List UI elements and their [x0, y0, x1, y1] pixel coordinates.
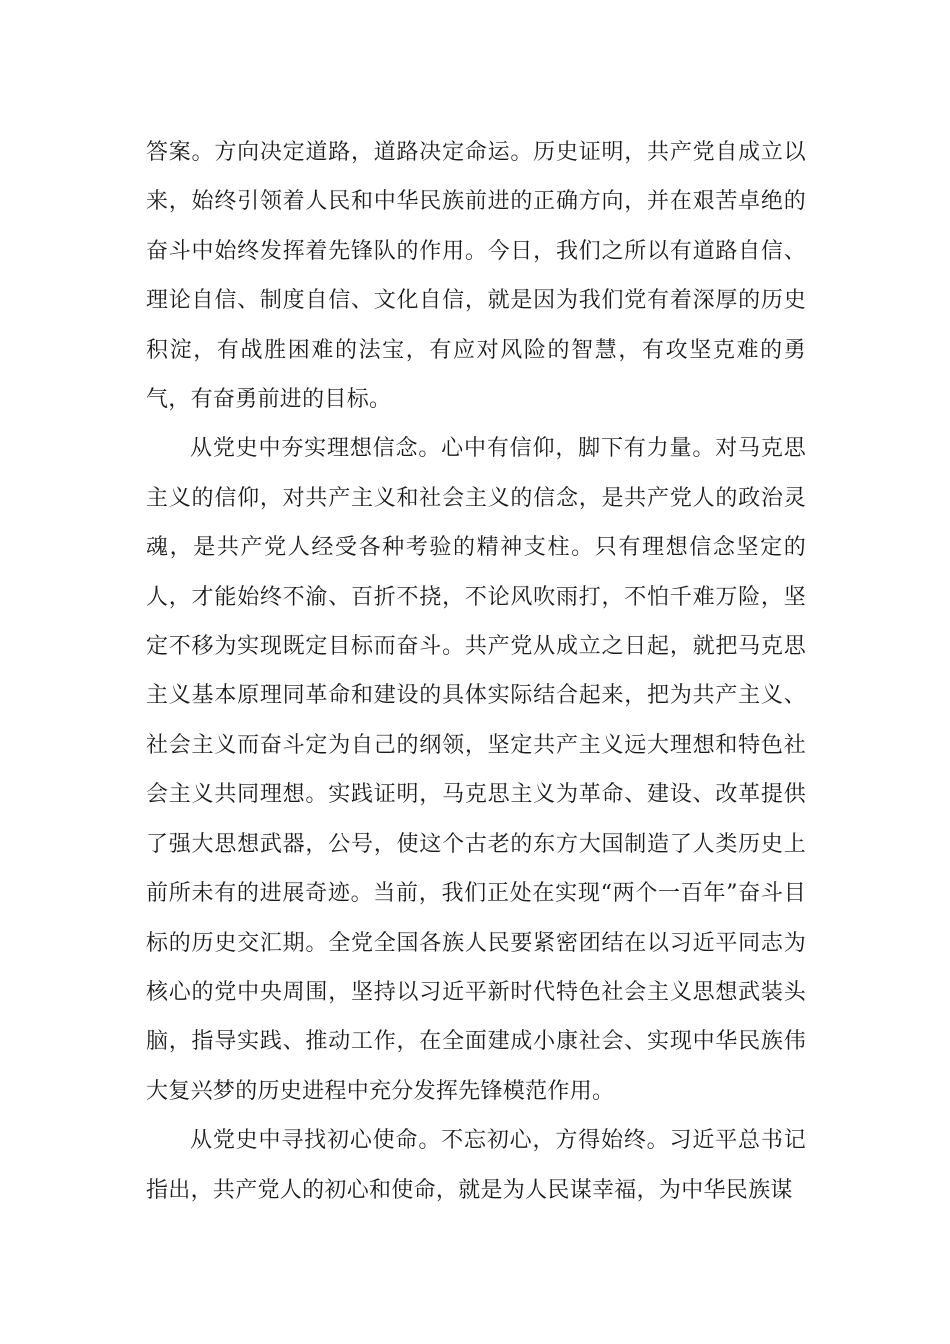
paragraph-3: 从党史中寻找初心使命。不忘初心，方得始终。习近平总书记指出，共产党人的初心和使命，就是为人民谋幸福，为中华民族谋 [146, 1128, 806, 1203]
paragraph-2: 从党史中夯实理想信念。心中有信仰，脚下有力量。对马克思主义的信仰，对共产主义和社会主义的信念，是共产党人的政治灵魂，是共产党人经受各种考验的精神支柱。只有理想信念坚定的人，才能始终不渝、百折不挠，不论风吹雨打，不怕千难万险，坚定不移为实现既定目标而奋斗。共产党从成立之日起，就把马克思主义基本原理同革命和建设的具体实际结合起来，把为共产主义、社会主义而奋斗定为自己的纲领，坚定共产主义远大理想和特色社会主义共同理想。实践证明，马克思主义为革命、建设、改革提供了强大思想武器，公号，使这个古老的东方大国制造了人类历史上前所未有的进展奇迹。当前，我们正处在实现“两个一百年”奋斗目标的历史交汇期。全党全国各族人民要紧密团结在以习近平同志为核心的党中央周围，坚持以习近平新时代特色社会主义思想武装头脑，指导实践、推动工作，在全面建成小康社会、实现中华民族伟大复兴梦的历史进程中充分发挥先锋模范作用。 [146, 436, 806, 1104]
paragraph-1: 答案。方向决定道路，道路决定命运。历史证明，共产党自成立以来，始终引领着人民和中华民族前进的正确方向，并在艰苦卓绝的奋斗中始终发挥着先锋队的作用。今日，我们之所以有道路自信、理论自信、制度自信、文化自信，就是因为我们党有着深厚的历史积淀，有战胜困难的法宝，有应对风险的智慧，有攻坚克难的勇气，有奋勇前进的目标。 [146, 140, 806, 413]
document-body [146, 128, 806, 1215]
